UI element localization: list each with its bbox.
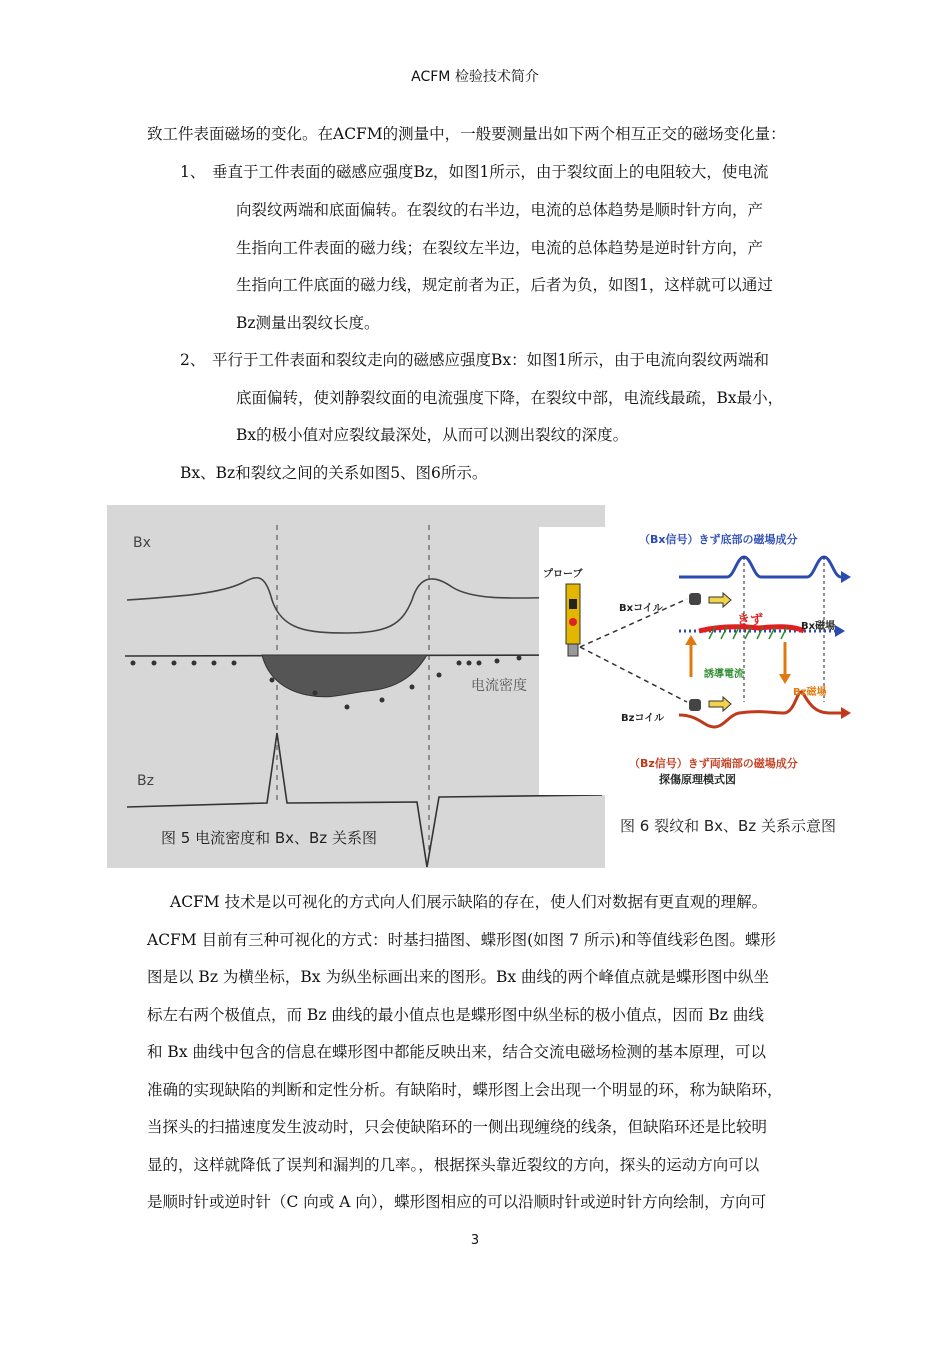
figure-5-graph (107, 505, 605, 868)
fig6-principle-label: 探傷原理模式図 (659, 773, 736, 786)
fig6-induced-label: 誘導電流 (704, 669, 744, 680)
fig6-bz-coil-label: Bzコイル (621, 713, 665, 724)
body-line: 是顺时针或逆时针（C 向或 A 向），蝶形图相应的可以沿顺时针或逆时针方向绘制，方向可 (147, 1193, 767, 1211)
figure-5-caption: 图 5 电流密度和 Bx、Bz 关系图 (161, 829, 377, 847)
fig6-bx-field-label: Bx磁場 (801, 621, 836, 632)
item2-line: 底面偏转，使刘静裂纹面的电流强度下降，在裂纹中部，电流线最疏，Bx最小， (236, 389, 784, 407)
body-line: 当探头的扫描速度发生波动时，只会使缺陷环的一侧出现缠绕的线条，但缺陷环还是比较明 (147, 1118, 768, 1136)
item1-line: 向裂纹两端和底面偏转。在裂纹的右半边，电流的总体趋势是顺时针方向，产 (236, 201, 764, 219)
item1-line: Bz测量出裂纹长度。 (236, 314, 380, 332)
current-density-label: 电流密度 (471, 678, 527, 694)
fig6-bx-coil-label: Bxコイル (619, 603, 663, 614)
body-line: ACFM 技术是以可视化的方式向人们展示缺陷的存在，使人们对数据有更直观的理解。 (170, 893, 768, 911)
item2-line: 平行于工件表面和裂纹走向的磁感应强度Bx：如图1所示，由于电流向裂纹两端和 (212, 351, 769, 369)
relation-text: Bx、Bz和裂纹之间的关系如图5、图6所示。 (180, 464, 488, 482)
figure-6-caption: 图 6 裂纹和 Bx、Bz 关系示意图 (620, 817, 836, 835)
fig6-top-title: （Bx信号）きず底部の磁場成分 (639, 533, 798, 546)
bx-label: Bx (133, 535, 151, 551)
page-header: ACFM 检验技术简介 (411, 69, 539, 85)
fig6-bottom-title: （Bz信号）きず両端部の磁場成分 (629, 757, 798, 770)
body-line: ACFM 目前有三种可视化的方式：时基扫描图、蝶形图(如图 7 所示)和等值线彩色图。蝶形 (147, 931, 776, 949)
intro-text: 致工件表面磁场的变化。在ACFM的测量中，一般要测量出如下两个相互正交的磁场变化量： (147, 125, 786, 143)
figure-5 (107, 505, 605, 868)
item1-line: 生指向工件底面的磁力线，规定前者为正，后者为负，如图1，这样就可以通过 (236, 276, 773, 294)
body-line: 标左右两个极值点，而 Bz 曲线的最小值点也是蝶形图中纵坐标的极小值点，因而 Bz 曲线 (147, 1006, 764, 1024)
body-line: 和 Bx 曲线中包含的信息在蝶形图中都能反映出来，结合交流电磁场检测的基本原理，可以 (147, 1043, 766, 1061)
bz-label: Bz (137, 773, 154, 789)
page-number: 3 (470, 1233, 480, 1248)
fig6-probe-label: プローブ (543, 569, 583, 580)
item2-line: Bx的极小值对应裂纹最深处，从而可以测出裂纹的深度。 (236, 426, 629, 444)
figure-6 (539, 527, 851, 795)
item1-line: 生指向工件表面的磁力线；在裂纹左半边，电流的总体趋势是逆时针方向，产 (236, 239, 764, 257)
item1-number: 1、 (180, 163, 206, 181)
body-line: 图是以 Bz 为横坐标，Bx 为纵坐标画出来的图形。Bx 曲线的两个峰值点就是蝶形图中纵坐 (147, 968, 770, 986)
item2-number: 2、 (180, 351, 206, 369)
fig6-bz-field-label: Bz磁場 (793, 687, 827, 698)
item1-line: 垂直于工件表面的磁感应强度Bz，如图1所示，由于裂纹面上的电阻较大，使电流 (212, 163, 769, 181)
body-line: 准确的实现缺陷的判断和定性分析。有缺陷时，蝶形图上会出现一个明显的环，称为缺陷环， (147, 1081, 783, 1099)
body-line: 显的，这样就降低了误判和漏判的几率。，根据探头靠近裂纹的方向，探头的运动方向可以 (147, 1156, 760, 1174)
fig6-kizu-label: きず (737, 613, 764, 628)
